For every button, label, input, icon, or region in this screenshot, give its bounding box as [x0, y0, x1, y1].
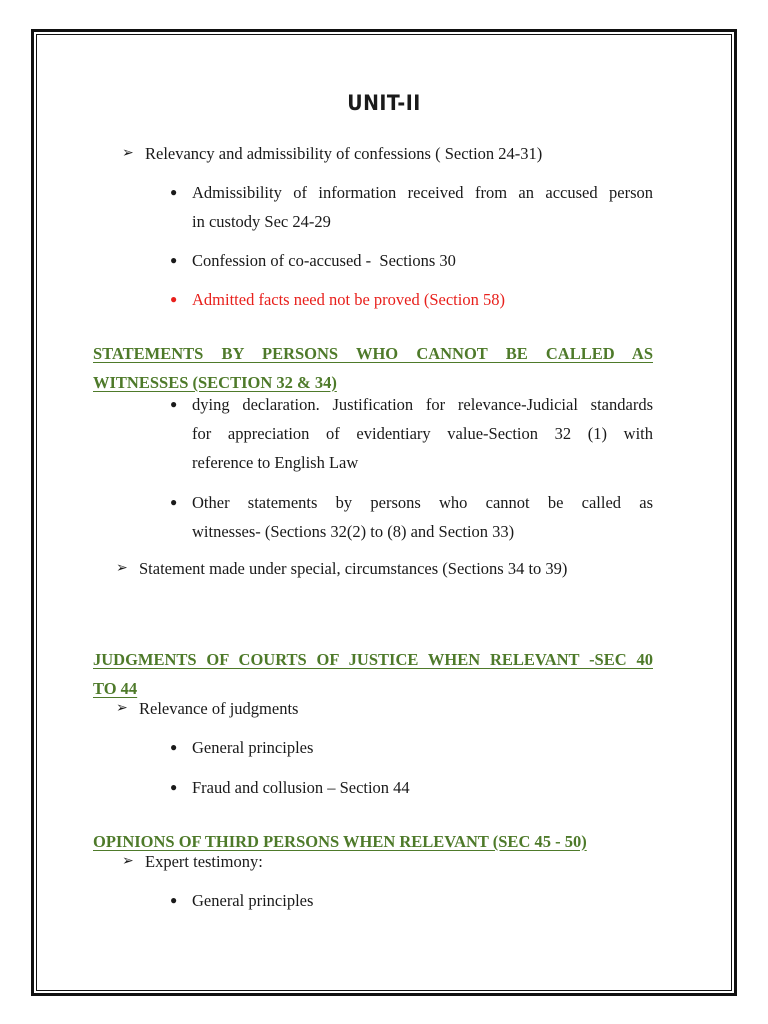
arrow-bullet-icon: ➢ — [116, 561, 128, 576]
section-heading-judgments-line1: JUDGMENTS OF COURTS OF JUSTICE WHEN RELEVANT -SEC 40 — [93, 649, 653, 669]
sub-item-dying-declaration-line3: reference to English Law — [192, 453, 359, 472]
sub-item-other-statements-line1: Other statements by persons who cannot be called as — [192, 493, 653, 512]
list-item-relevance-judgments: Relevance of judgments — [139, 699, 299, 718]
bullet-icon: ● — [170, 893, 178, 907]
sub-item-general-principles: General principles — [192, 738, 314, 757]
section-heading-judgments-line2: TO 44 — [93, 678, 138, 698]
section-heading-statements-line1: STATEMENTS BY PERSONS WHO CANNOT BE CALLED AS — [93, 343, 653, 363]
bullet-icon: ● — [170, 780, 178, 794]
page-title: UNIT-II — [347, 91, 421, 115]
arrow-bullet-icon: ➢ — [116, 701, 128, 716]
sub-item-co-accused: Confession of co-accused - Sections 30 — [192, 251, 456, 270]
sub-item-admitted-facts: Admitted facts need not be proved (Section 58) — [192, 290, 505, 309]
section-heading-opinions: OPINIONS OF THIRD PERSONS WHEN RELEVANT (SEC 45 - 50) — [93, 831, 587, 851]
bullet-icon: ● — [170, 397, 178, 411]
arrow-bullet-icon: ➢ — [122, 146, 134, 161]
arrow-bullet-icon: ➢ — [122, 854, 134, 869]
sub-item-fraud-collusion: Fraud and collusion – Section 44 — [192, 778, 410, 797]
list-item-confessions: Relevancy and admissibility of confessions ( Section 24-31) — [145, 144, 543, 163]
sub-item-dying-declaration-line1: dying declaration. Justification for relevance-Judicial standards — [192, 395, 653, 414]
bullet-icon: ● — [170, 495, 178, 509]
bullet-icon: ● — [170, 740, 178, 754]
section-heading-statements-line2: WITNESSES (SECTION 32 & 34) — [93, 372, 337, 392]
list-item-special-circumstances: Statement made under special, circumstances (Sections 34 to 39) — [139, 559, 568, 578]
bullet-icon: ● — [170, 185, 178, 199]
bullet-icon: ● — [170, 292, 178, 306]
sub-item-dying-declaration-line2: for appreciation of evidentiary value-Section 32 (1) with — [192, 424, 653, 443]
sub-item-general-principles-2: General principles — [192, 891, 314, 910]
bullet-icon: ● — [170, 253, 178, 267]
sub-item-admissibility-line1: Admissibility of information received from an accused person — [192, 183, 653, 202]
sub-item-other-statements-line2: witnesses- (Sections 32(2) to (8) and Section 33) — [192, 522, 515, 541]
sub-item-admissibility-line2: in custody Sec 24-29 — [192, 212, 331, 231]
list-item-expert-testimony: Expert testimony: — [145, 852, 263, 871]
